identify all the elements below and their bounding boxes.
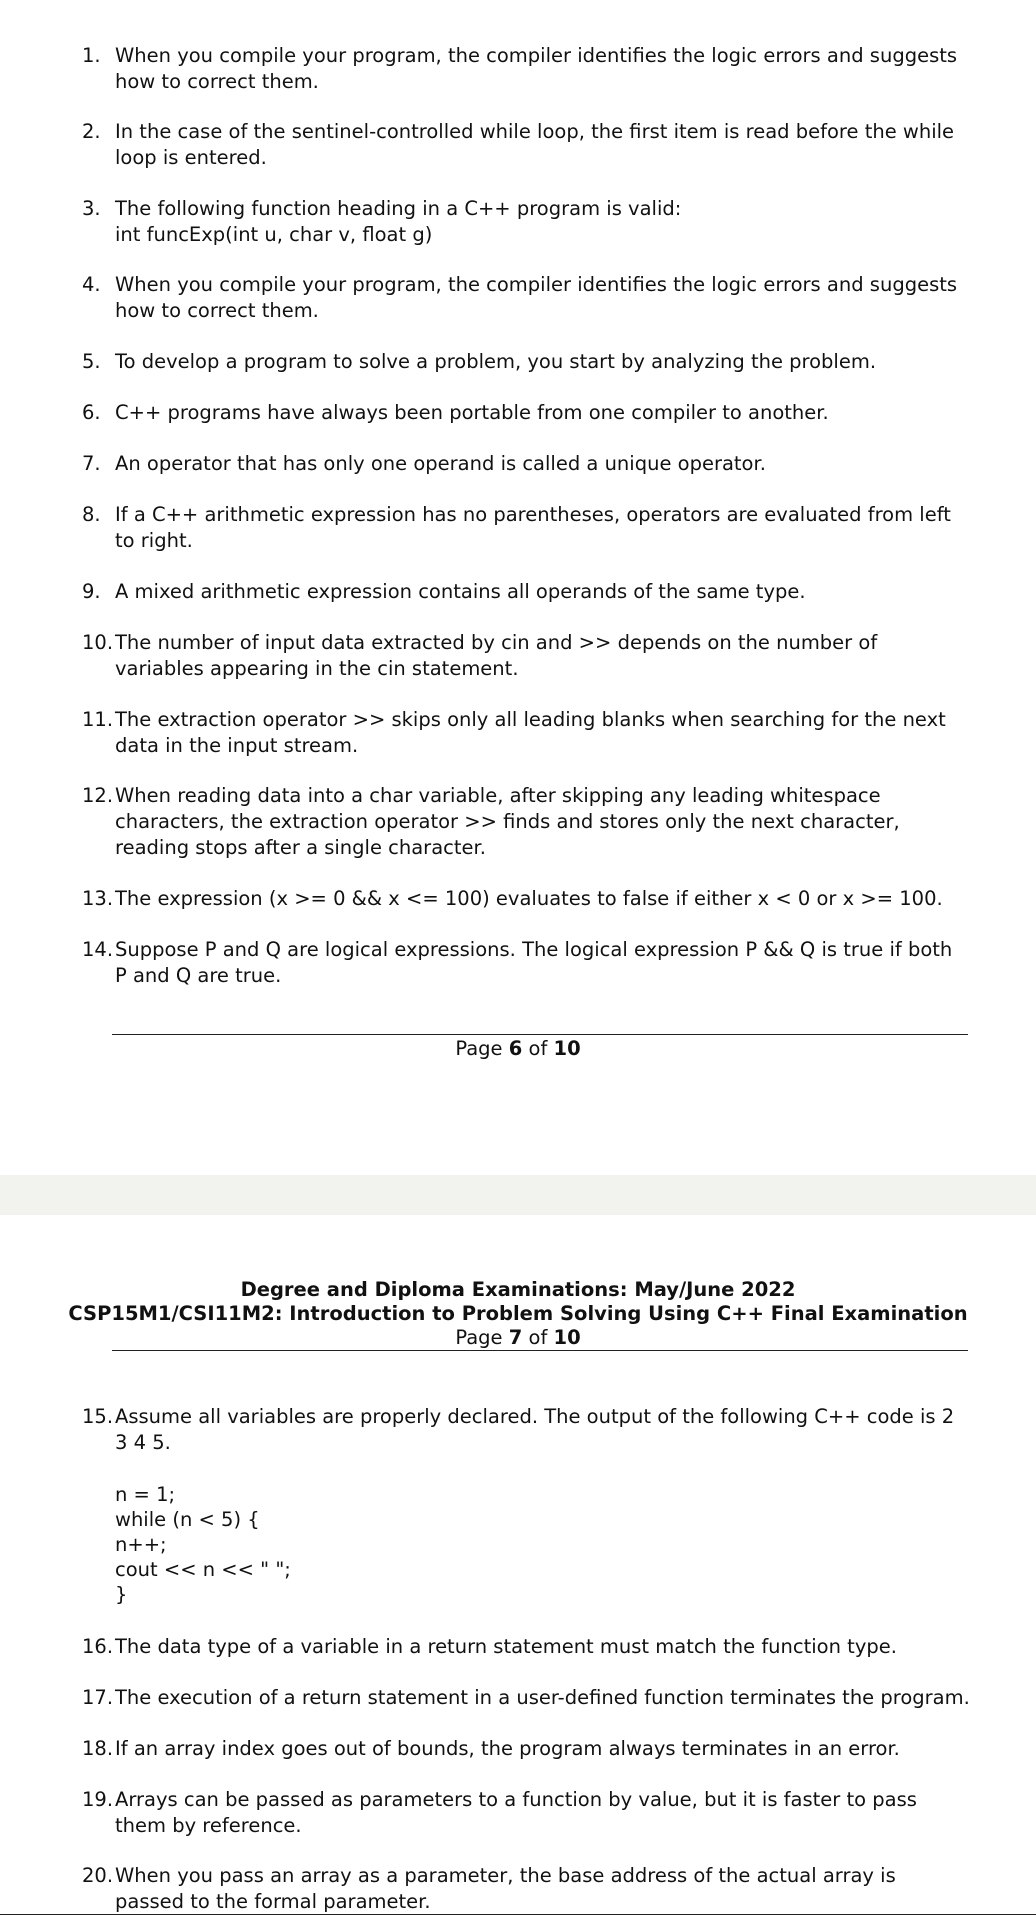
page-gap [0, 1175, 1036, 1215]
page-of: of [522, 1326, 554, 1349]
question-number: 15. [82, 1405, 114, 1428]
question-3 [82, 196, 970, 248]
question-14 [82, 937, 970, 989]
question-text: If an array index goes out of bounds, the program always terminates in an error. [115, 1737, 900, 1760]
question-6 [82, 400, 970, 426]
course-title: CSP15M1/CSI11M2: Introduction to Problem Solving Using C++ Final Examination [68, 1302, 968, 1325]
page-total: 10 [553, 1326, 581, 1349]
question-number: 2. [82, 120, 101, 143]
code-line: cout << n << " "; [115, 1558, 291, 1581]
question-5 [82, 349, 970, 375]
question-12 [82, 783, 970, 861]
page-of: of [522, 1037, 554, 1060]
question-number: 16. [82, 1635, 114, 1658]
question-7 [82, 451, 970, 477]
exam-title: Degree and Diploma Examinations: May/June 2022 [240, 1278, 796, 1301]
question-2 [82, 119, 970, 171]
page-label: Page [455, 1326, 509, 1349]
page-footer [0, 1037, 1036, 1061]
code-block [115, 1482, 291, 1607]
question-number: 20. [82, 1864, 114, 1887]
question-text: Arrays can be passed as parameters to a function by value, but it is faster to pass them by reference. [115, 1788, 917, 1837]
question-number: 6. [82, 401, 101, 424]
function-heading: int funcExp(int u, char v, float g) [115, 223, 433, 246]
question-17 [82, 1685, 970, 1711]
question-number: 8. [82, 503, 101, 526]
question-11 [82, 707, 970, 759]
question-text: The expression (x >= 0 && x <= 100) evaluates to false if either x < 0 or x >= 100. [115, 887, 943, 910]
question-text: The following function heading in a C++ program is valid: [115, 197, 682, 220]
question-number: 14. [82, 938, 114, 961]
question-10 [82, 630, 970, 682]
code-line: while (n < 5) { [115, 1508, 260, 1531]
question-text: C++ programs have always been portable from one compiler to another. [115, 401, 829, 424]
question-text: When you pass an array as a parameter, the base address of the actual array is passed to the formal parameter. [115, 1864, 896, 1913]
page-7 [0, 1215, 1036, 1915]
page-current: 7 [508, 1326, 523, 1349]
question-number: 10. [82, 631, 114, 654]
question-text: Suppose P and Q are logical expressions. The logical expression P && Q is true if both P and Q are true. [115, 938, 953, 987]
page-header-number [0, 1326, 1036, 1350]
code-line: n = 1; [115, 1483, 176, 1506]
question-number: 13. [82, 887, 114, 910]
question-16 [82, 1634, 970, 1660]
question-9 [82, 579, 970, 605]
question-number: 19. [82, 1788, 114, 1811]
footer-divider [112, 1034, 968, 1035]
question-8 [82, 502, 970, 554]
question-text: Assume all variables are properly declared. The output of the following C++ code is 2 3 4 5. [115, 1405, 955, 1454]
question-15 [82, 1404, 970, 1456]
question-number: 3. [82, 197, 101, 220]
question-1 [82, 43, 970, 95]
question-18 [82, 1736, 970, 1762]
question-text: In the case of the sentinel-controlled while loop, the first item is read before the while loop is entered. [115, 120, 955, 169]
question-number: 18. [82, 1737, 114, 1760]
question-text: When you compile your program, the compiler identifies the logic errors and suggests how to correct them. [115, 273, 958, 322]
question-13 [82, 886, 970, 912]
question-number: 11. [82, 708, 114, 731]
question-text: An operator that has only one operand is called a unique operator. [115, 452, 766, 475]
question-number: 7. [82, 452, 101, 475]
question-text: The data type of a variable in a return statement must match the function type. [115, 1635, 897, 1658]
page-current: 6 [508, 1037, 523, 1060]
header-divider [112, 1350, 968, 1351]
question-19 [82, 1787, 970, 1839]
question-text: The number of input data extracted by cin and >> depends on the number of variables appearing in the cin statement. [115, 631, 878, 680]
question-text: A mixed arithmetic expression contains all operands of the same type. [115, 580, 806, 603]
question-text: When reading data into a char variable, after skipping any leading whitespace characters, the extraction operator >> finds and stores only the next character, reading stops after a single character. [115, 784, 900, 859]
question-number: 1. [82, 44, 101, 67]
question-20 [82, 1863, 970, 1915]
question-number: 4. [82, 273, 101, 296]
question-number: 12. [82, 784, 114, 807]
code-line: } [115, 1583, 128, 1606]
question-text: The extraction operator >> skips only all leading blanks when searching for the next data in the input stream. [115, 708, 946, 757]
question-4 [82, 272, 970, 324]
question-text: When you compile your program, the compiler identifies the logic errors and suggests how to correct them. [115, 44, 958, 93]
code-line: n++; [115, 1533, 167, 1556]
question-text: The execution of a return statement in a user-defined function terminates the program. [115, 1686, 970, 1709]
question-text: To develop a program to solve a problem, you start by analyzing the problem. [115, 350, 877, 373]
question-text: If a C++ arithmetic expression has no parentheses, operators are evaluated from left to right. [115, 503, 951, 552]
question-number: 17. [82, 1686, 114, 1709]
page-total: 10 [553, 1037, 581, 1060]
page-label: Page [455, 1037, 509, 1060]
question-number: 9. [82, 580, 101, 603]
question-number: 5. [82, 350, 101, 373]
